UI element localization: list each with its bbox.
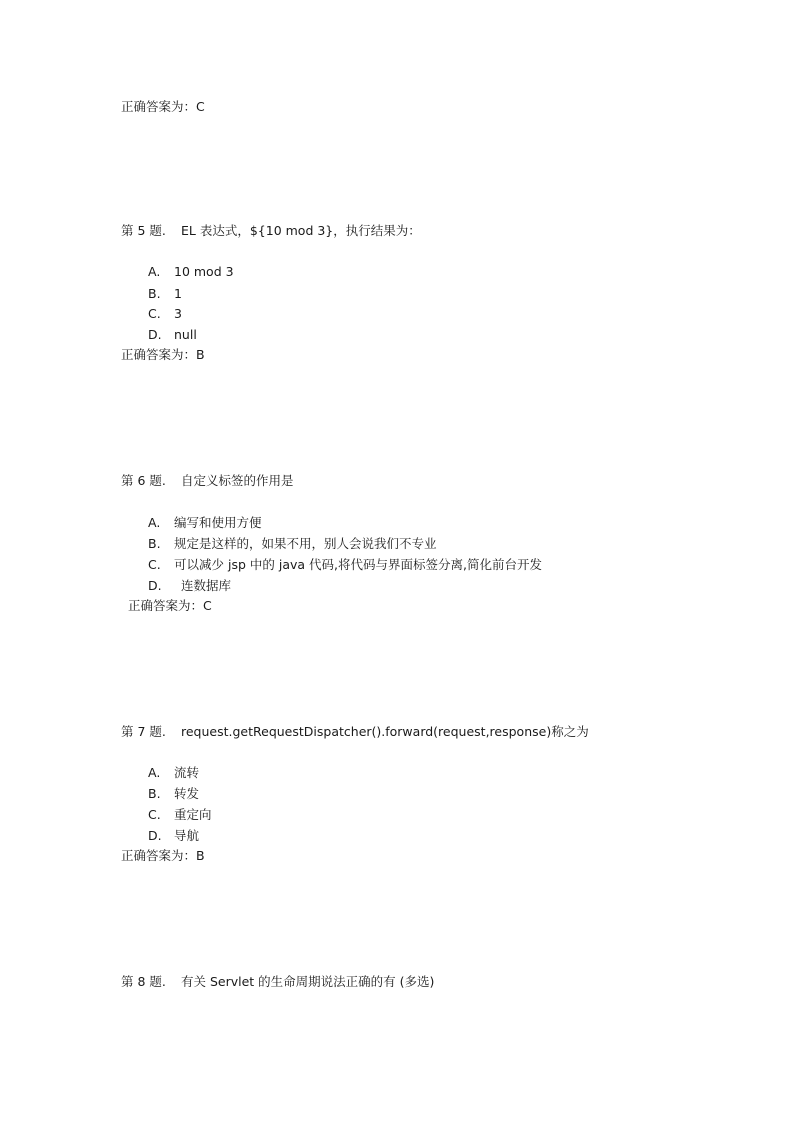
option-text: 导航 xyxy=(174,828,200,843)
option-text: 规定是这样的，如果不用，别人会说我们不专业 xyxy=(174,536,437,551)
option-letter: D. xyxy=(148,828,162,843)
option-letter: A. xyxy=(148,264,161,279)
question-number: 第 6 题. xyxy=(121,473,166,488)
question-text: 自定义标签的作用是 xyxy=(181,473,294,488)
option-text: 编写和使用方便 xyxy=(174,515,262,530)
question-number: 第 7 题. xyxy=(121,724,166,739)
option-text: 1 xyxy=(174,286,182,301)
option-letter: D. xyxy=(148,327,162,342)
option-letter: C. xyxy=(148,306,161,321)
option-letter: B. xyxy=(148,536,161,551)
answer-q4: 正确答案为：C xyxy=(121,99,205,114)
option-letter: C. xyxy=(148,807,161,822)
option-text: 转发 xyxy=(174,786,200,801)
option-letter: C. xyxy=(148,557,161,572)
option-text: 重定向 xyxy=(174,807,212,822)
option-letter: D. xyxy=(148,578,162,593)
question-text: 有关 Servlet 的生命周期说法正确的有 (多选) xyxy=(181,974,435,989)
option-text: 流转 xyxy=(174,765,200,780)
option-text: 可以减少 jsp 中的 java 代码,将代码与界面标签分离,简化前台开发 xyxy=(174,557,542,572)
option-text: 3 xyxy=(174,306,182,321)
answer-q6: 正确答案为：C xyxy=(128,598,212,613)
question-text: EL 表达式，${10 mod 3}，执行结果为： xyxy=(181,223,421,238)
option-text: null xyxy=(174,327,197,342)
answer-q7: 正确答案为：B xyxy=(121,848,205,863)
question-number: 第 8 题. xyxy=(121,974,166,989)
option-text: 连数据库 xyxy=(181,578,232,593)
option-text: 10 mod 3 xyxy=(174,264,234,279)
option-letter: A. xyxy=(148,765,161,780)
option-letter: A. xyxy=(148,515,161,530)
question-text: request.getRequestDispatcher().forward(request,response)称之为 xyxy=(181,724,589,739)
option-letter: B. xyxy=(148,286,161,301)
question-number: 第 5 题. xyxy=(121,223,166,238)
answer-q5: 正确答案为：B xyxy=(121,347,205,362)
option-letter: B. xyxy=(148,786,161,801)
